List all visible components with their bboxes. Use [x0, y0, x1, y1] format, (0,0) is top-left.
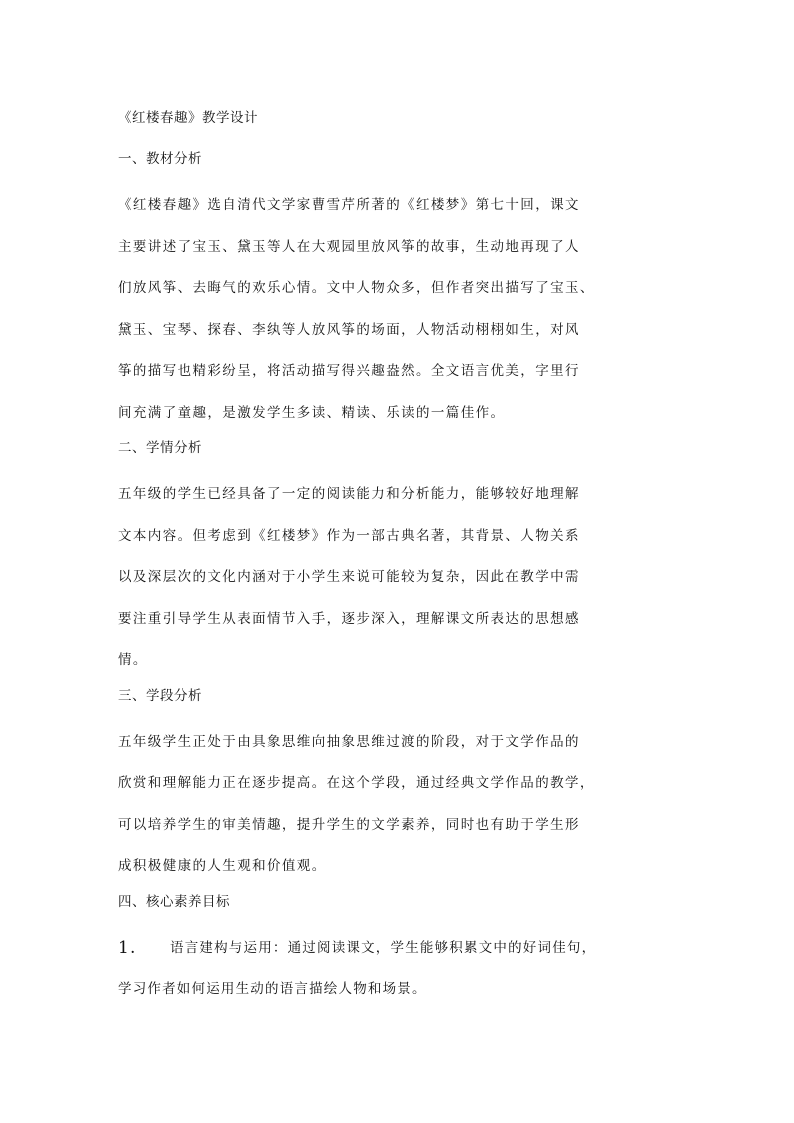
list-item-number: 1.: [118, 937, 137, 958]
text-line: 筝的描写也精彩纷呈，将活动描写得兴趣盎然。全文语言优美，字里行: [118, 363, 580, 379]
list-item-continuation: 学习作者如何运用生动的语言描绘人物和场景。: [118, 981, 427, 997]
section-body-core-literacy-goals: [118, 928, 676, 1011]
document-title: 《红楼春趣》教学设计: [118, 110, 258, 126]
section-heading-core-literacy-goals: 四、核心素养目标: [118, 893, 230, 910]
list-item: [118, 928, 676, 970]
section-body-stage-analysis: [118, 722, 676, 888]
text-line: 五年级的学生已经具备了一定的阅读能力和分析能力，能够较好地理解: [118, 486, 580, 502]
text-line: 情。: [118, 652, 148, 668]
section-heading-student-analysis: 二、学情分析: [118, 440, 202, 456]
text-line: 主要讲述了宝玉、黛玉等人在大观园里放风筝的故事，生动地再现了人: [118, 238, 580, 255]
text-line: 以及深层次的文化内涵对于小学生来说可能较为复杂，因此在教学中需: [118, 569, 580, 585]
text-line: 间充满了童趣，是激发学生多读、精读、乐读的一篇佳作。: [118, 404, 506, 421]
text-line: 《红楼春趣》选自清代文学家曹雪芹所著的《红楼梦》第七十回，课文: [118, 197, 580, 213]
text-line: 成积极健康的人生观和价值观。: [118, 858, 327, 874]
list-item-text: 语言建构与运用：通过阅读课文，学生能够积累文中的好词佳句，: [170, 939, 597, 956]
text-line: 文本内容。但考虑到《红楼梦》作为一部古典名著，其背景、人物关系: [118, 527, 580, 544]
section-heading-stage-analysis: 三、学段分析: [118, 687, 202, 704]
text-line: 黛玉、宝琴、探春、李纨等人放风筝的场面，人物活动栩栩如生，对风: [118, 321, 580, 338]
text-line: 要注重引导学生从表面情节入手，逐步深入，理解课文所表达的思想感: [118, 610, 580, 627]
text-line: 们放风筝、去晦气的欢乐心情。文中人物众多，但作者突出描写了宝玉、: [118, 280, 595, 296]
text-line: 可以培养学生的审美情趣，提升学生的文学素养，同时也有助于学生形: [118, 816, 580, 833]
section-heading-textbook-analysis: 一、教材分析: [118, 151, 202, 167]
section-body-textbook-analysis: [118, 185, 676, 434]
section-body-student-analysis: [118, 474, 676, 682]
text-line: 五年级学生正处于由具象思维向抽象思维过渡的阶段，对于文学作品的: [118, 733, 580, 750]
text-line: 欣赏和理解能力正在逐步提高。在这个学段，通过经典文学作品的教学，: [118, 775, 595, 791]
